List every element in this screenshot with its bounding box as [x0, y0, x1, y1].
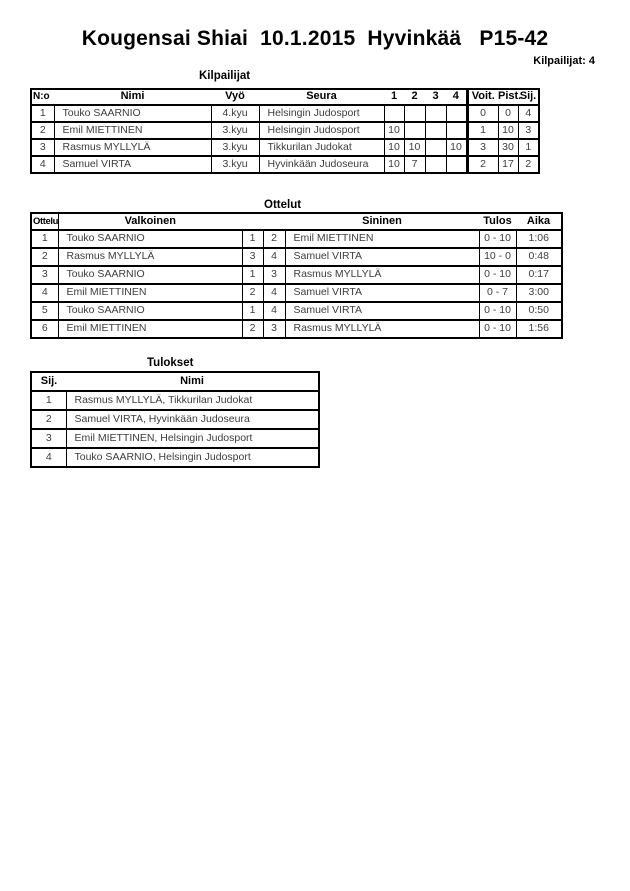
table-cell: 1	[242, 302, 263, 320]
table-cell: 3	[263, 320, 285, 338]
table-cell: 2	[263, 230, 285, 248]
section-heading-competitors: Kilpailijat	[199, 70, 251, 82]
table-cell: 10	[498, 122, 518, 139]
results-header-row	[31, 372, 319, 391]
table-cell: Tikkurilan Judokat	[259, 139, 384, 156]
table-cell: 0	[467, 105, 498, 122]
table-cell: 2	[31, 248, 58, 266]
table-cell: 3.kyu	[211, 122, 259, 139]
table-cell: 0 - 7	[479, 284, 516, 302]
table-cell: 5	[31, 302, 58, 320]
matches-row	[31, 284, 562, 302]
table-cell: Helsingin Judosport	[259, 105, 384, 122]
competitors-row	[31, 105, 539, 122]
column-header-3: 3	[425, 89, 446, 105]
table-cell: 10	[384, 122, 404, 139]
table-cell: 2	[242, 284, 263, 302]
column-header-time: Aika	[516, 213, 562, 230]
table-cell: Rasmus MYLLYLÄ	[54, 139, 211, 156]
results-table-body	[31, 391, 319, 467]
matches-row	[31, 320, 562, 338]
table-cell: Emil MIETTINEN	[285, 230, 479, 248]
table-cell: 4	[31, 156, 54, 173]
table-cell: 30	[498, 139, 518, 156]
column-header-blue-no	[263, 213, 285, 230]
table-cell: Emil MIETTINEN	[58, 284, 242, 302]
table-cell: 2	[31, 122, 54, 139]
table-cell: 0:50	[516, 302, 562, 320]
results-row	[31, 410, 319, 429]
results-row	[31, 448, 319, 467]
table-cell: 6	[31, 320, 58, 338]
table-cell: Emil MIETTINEN	[58, 320, 242, 338]
table-cell: 10	[446, 139, 467, 156]
page-title: Kougensai Shiai 10.1.2015 Hyvinkää P15-42	[81, 27, 549, 50]
results-table	[30, 371, 320, 468]
table-cell: 4	[31, 284, 58, 302]
table-cell: 0 - 10	[479, 302, 516, 320]
competitors-count: Kilpailijat: 4	[533, 55, 595, 67]
table-cell: 2	[467, 156, 498, 173]
column-header-place: Sij.	[31, 372, 66, 391]
table-cell: 10 - 0	[479, 248, 516, 266]
matches-header-row	[31, 213, 562, 230]
table-cell: Touko SAARNIO, Helsingin Judosport	[66, 448, 319, 467]
table-cell: 3	[242, 248, 263, 266]
table-cell: 1	[518, 139, 539, 156]
column-header-4: 4	[446, 89, 467, 105]
table-cell: 1	[31, 105, 54, 122]
table-cell: Samuel VIRTA, Hyvinkään Judoseura	[66, 410, 319, 429]
column-header-1: 1	[384, 89, 404, 105]
table-cell: 3:00	[516, 284, 562, 302]
table-cell: 4	[263, 302, 285, 320]
table-cell	[404, 122, 425, 139]
table-cell: 0 - 10	[479, 320, 516, 338]
table-cell: 10	[384, 139, 404, 156]
table-cell	[425, 156, 446, 173]
table-cell: 3	[263, 266, 285, 284]
table-cell: 0 - 10	[479, 266, 516, 284]
table-cell	[384, 105, 404, 122]
table-cell: 4	[31, 448, 66, 467]
column-header-white: Valkoinen	[58, 213, 242, 230]
column-header-name: Nimi	[66, 372, 319, 391]
table-cell: 1	[31, 230, 58, 248]
table-cell: 1	[242, 230, 263, 248]
table-cell: 17	[498, 156, 518, 173]
table-cell: 3	[31, 429, 66, 448]
section-heading-results: Tulokset	[147, 357, 194, 369]
table-cell: Emil MIETTINEN	[54, 122, 211, 139]
table-cell: Rasmus MYLLYLÄ, Tikkurilan Judokat	[66, 391, 319, 410]
competitors-header-row	[31, 89, 539, 105]
table-cell: Touko SAARNIO	[58, 266, 242, 284]
column-header-name: Nimi	[54, 89, 211, 105]
table-cell: 4	[263, 284, 285, 302]
column-header-points: Pist.	[498, 89, 518, 105]
competitors-row	[31, 156, 539, 173]
competitors-table	[30, 88, 540, 174]
column-header-2: 2	[404, 89, 425, 105]
matches-row	[31, 302, 562, 320]
table-cell: 1	[31, 391, 66, 410]
table-cell: Samuel VIRTA	[285, 302, 479, 320]
table-cell: 0:17	[516, 266, 562, 284]
column-header-wins: Voit.	[467, 89, 498, 105]
column-header-place: Sij.	[518, 89, 539, 105]
table-cell	[425, 105, 446, 122]
table-cell: Emil MIETTINEN, Helsingin Judosport	[66, 429, 319, 448]
table-cell: Hyvinkään Judoseura	[259, 156, 384, 173]
column-header-blue: Sininen	[285, 213, 479, 230]
table-cell: Rasmus MYLLYLÄ	[58, 248, 242, 266]
table-cell: 1	[467, 122, 498, 139]
table-cell: Samuel VIRTA	[54, 156, 211, 173]
table-cell: 0:48	[516, 248, 562, 266]
column-header-no: N:o	[31, 89, 54, 105]
table-cell: 1	[242, 266, 263, 284]
section-heading-matches: Ottelut	[264, 199, 302, 211]
matches-table-body	[31, 230, 562, 338]
table-cell: 3	[518, 122, 539, 139]
table-cell: Rasmus MYLLYLÄ	[285, 320, 479, 338]
column-header-match: Ottelu	[31, 213, 58, 230]
column-header-result: Tulos	[479, 213, 516, 230]
table-cell: Helsingin Judosport	[259, 122, 384, 139]
table-cell: 2	[242, 320, 263, 338]
competitors-row	[31, 139, 539, 156]
matches-table	[30, 212, 563, 339]
table-cell: 2	[518, 156, 539, 173]
table-cell	[425, 139, 446, 156]
table-cell	[446, 156, 467, 173]
table-cell: 1:56	[516, 320, 562, 338]
table-cell: 4	[518, 105, 539, 122]
table-cell: Touko SAARNIO	[58, 230, 242, 248]
table-cell: 0 - 10	[479, 230, 516, 248]
table-cell: 3	[31, 139, 54, 156]
matches-row	[31, 266, 562, 284]
table-cell: 3	[467, 139, 498, 156]
table-cell: 3	[31, 266, 58, 284]
table-cell: 7	[404, 156, 425, 173]
table-cell: Samuel VIRTA	[285, 284, 479, 302]
column-header-belt: Vyö	[211, 89, 259, 105]
competitors-table-body	[31, 105, 539, 173]
table-cell: 10	[404, 139, 425, 156]
table-cell: 3.kyu	[211, 156, 259, 173]
results-row	[31, 391, 319, 410]
table-cell: 0	[498, 105, 518, 122]
competitors-row	[31, 122, 539, 139]
results-row	[31, 429, 319, 448]
table-cell: Rasmus MYLLYLÄ	[285, 266, 479, 284]
column-header-club: Seura	[259, 89, 384, 105]
table-cell: 4	[263, 248, 285, 266]
table-cell: Samuel VIRTA	[285, 248, 479, 266]
column-header-white-no	[242, 213, 263, 230]
matches-row	[31, 248, 562, 266]
table-cell: 1:06	[516, 230, 562, 248]
matches-row	[31, 230, 562, 248]
table-cell: 2	[31, 410, 66, 429]
table-cell	[425, 122, 446, 139]
table-cell: 3.kyu	[211, 139, 259, 156]
table-cell	[446, 122, 467, 139]
table-cell: Touko SAARNIO	[58, 302, 242, 320]
table-cell	[404, 105, 425, 122]
table-cell: Touko SAARNIO	[54, 105, 211, 122]
table-cell: 10	[384, 156, 404, 173]
table-cell	[446, 105, 467, 122]
table-cell: 4.kyu	[211, 105, 259, 122]
